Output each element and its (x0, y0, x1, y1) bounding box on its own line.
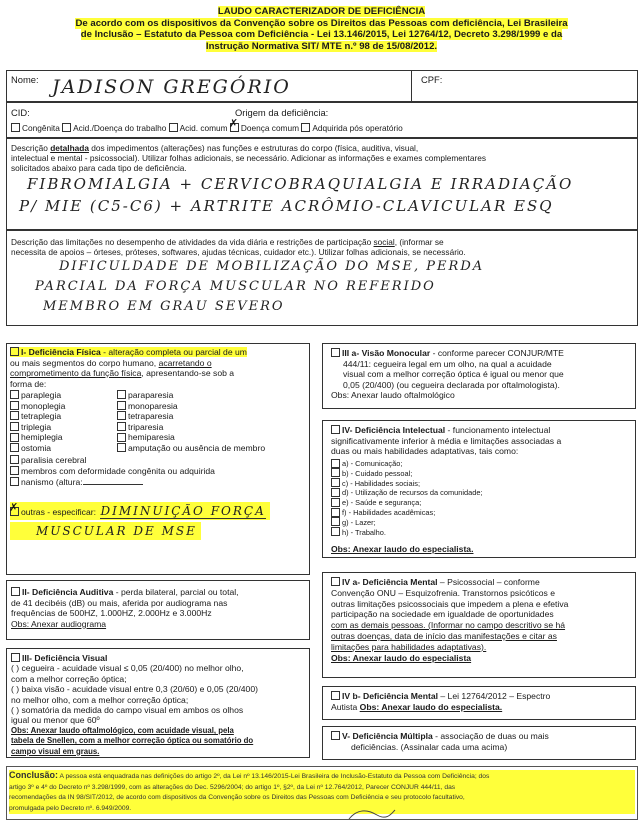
impairments-handwriting-1[interactable]: FIBROMIALGIA + CERVICOBRAQUIALGIA E IRRADIAÇÃO (27, 175, 574, 193)
checkbox-icon[interactable] (331, 425, 340, 434)
outras-handwriting-2[interactable]: MUSCULAR DE MSE (36, 524, 197, 538)
header-line-3: Instrução Normativa SIT/ MTE n.º 98 de 15/08/2012. (205, 40, 438, 52)
intelectual-item[interactable]: e) - Saúde e segurança; (331, 498, 483, 508)
limitations-handwriting-2[interactable]: PARCIAL DA FORÇA MUSCULAR NO REFERIDO (35, 279, 436, 294)
origin-option-doenca-comum[interactable]: ✗ Doença comum (230, 123, 299, 133)
header-line-2: de Inclusão – Estatuto da Pessoa com Deficiência - Lei 13.146/2015, Lei 12764/12, Decreto 3.298/1999 e da (80, 29, 563, 40)
fisica-options-right (117, 390, 265, 454)
impairments-instructions: Descrição detalhada dos impedimentos (alterações) nas funções e estruturas do corpo (física, auditiva, visual, intelectual e mental - psicossocial). Utilizar folhas adicionais, se necessário. Adicionar as informações e exames complementares solicitados abaixo para cada tipo de deficiência. (11, 143, 486, 173)
auditiva-obs: Obs: Anexar audiograma (11, 618, 107, 629)
option-triplegia[interactable]: triplegia (10, 422, 65, 433)
visual-section: III- Deficiência Visual ( ) cegueira - acuidade visual ≤ 0,05 (20/400) no melhor olho, com a melhor correção óptica; ( ) baixa visão - acuidade visual entre 0,3 (20/60) e 0,05 (20/400) no melhor olho, com a melhor correção óptica; ( ) somatória da medida do campo visual em ambos os olhos igual ou menor que 60º Obs: Anexar laudo oftalmológico, com acuidade visual, pela tabela de Snellen, com a melhor correção óptica ou somatório do campo visual em graus. (6, 648, 310, 758)
fisica-options-bottom (10, 455, 215, 488)
checkbox-icon[interactable] (11, 587, 20, 596)
checkbox-icon[interactable] (10, 347, 19, 356)
checkbox-icon (331, 498, 340, 507)
checkbox-icon[interactable] (301, 123, 310, 132)
checkbox-icon[interactable] (169, 123, 178, 132)
origin-option-pos-operatorio[interactable]: Adquirida pós operatório (301, 123, 402, 133)
checkbox-icon (10, 433, 19, 442)
intelectual-title: IV- Deficiência Intelectual (342, 425, 446, 435)
option-membros-deformidade[interactable]: membros com deformidade congênita ou adquirida (10, 466, 215, 477)
intelectual-item[interactable]: g) - Lazer; (331, 518, 483, 528)
option-paraparesia[interactable]: paraparesia (117, 390, 265, 401)
checkbox-icon (10, 477, 19, 486)
name-value[interactable]: JADISON GREGÓRIO (52, 76, 291, 98)
option-paralisia-cerebral[interactable]: paralisia cerebral (10, 455, 215, 466)
origin-options (11, 123, 403, 133)
intelectual-item[interactable]: a) - Comunicação; (331, 459, 483, 469)
header-line-1: De acordo com os dispositivos da Convenção sobre os Direitos das Pessoas com deficiência, Lei Brasileira (75, 17, 568, 29)
autista-section: IV b- Deficiência Mental – Lei 12764/2012 – Espectro Autista Obs: Anexar laudo do especialista. (322, 686, 636, 720)
conclusao-section: Conclusão: A pessoa está enquadrada nas definições do artigo 2º, da Lei nº 13.146/2015-Lei Brasileira de Inclusão-Estatuto da Pessoa com Deficiência; dos artigo 3º e 4º do Decreto nº 3.298/1999, com as alterações do Dec. 5296/2004; do artigo 1º, §2º, da Lei nº 12.764/2012, Parecer CONJUR 444/11, das recomendações da IN 98/SIT/2012, de acordo com dispositivos da Convenção sobre os Direitos das Pessoas com Deficiência e seu protocolo facultativo, promulgada pelo Decreto nº. 6.949/2009. (6, 766, 638, 820)
multipla-title: V- Deficiência Múltipla (342, 731, 433, 741)
conclusao-label: Conclusão: (9, 770, 59, 780)
origin-option-congenita[interactable]: Congênita (11, 123, 60, 133)
mental-title: IV a- Deficiência Mental (342, 577, 438, 587)
monocular-title: III a- Visão Monocular (342, 348, 431, 358)
cid-label: CID: (11, 107, 30, 118)
option-monoparesia[interactable]: monoparesia (117, 401, 265, 412)
checkbox-icon (117, 411, 126, 420)
autista-obs: Obs: Anexar laudo do especialista. (359, 702, 503, 712)
option-monoplegia[interactable]: monoplegia (10, 401, 65, 412)
option-hemiparesia[interactable]: hemiparesia (117, 432, 265, 443)
intelectual-item[interactable]: c) - Habilidades sociais; (331, 479, 483, 489)
checkbox-icon[interactable] (331, 731, 340, 740)
checkbox-icon[interactable] (331, 348, 340, 357)
checkbox-icon[interactable] (331, 577, 340, 586)
intelectual-item[interactable]: f) - Habilidades acadêmicas; (331, 508, 483, 518)
fisica-section: I- Deficiência Física - alteração completa ou parcial de um ou mais segmentos do corpo humano, acarretando o comprometimento da função física, apresentando-se sob a forma de: paraplegia monoplegia tetraplegia triplegia hemiplegia ostomia paraparesia monoparesia tetraparesia triparesia hemiparesia amputação ou ausência de membro paralisia cerebral membros com deformidade congênita ou adquirida nanismo (altura: ✗outras - especificar: DIMINUIÇÃO FORÇA MUSCULAR DE MSE (6, 343, 310, 575)
checkbox-icon (10, 411, 19, 420)
document-header (0, 6, 643, 52)
cid-row (6, 102, 638, 138)
checkbox-icon[interactable] (11, 123, 20, 132)
checkbox-icon (117, 390, 126, 399)
checkbox-icon (117, 401, 126, 410)
checkbox-icon (331, 527, 340, 536)
origin-option-trabalho[interactable]: Acid./Doença do trabalho (62, 123, 166, 133)
intelectual-items (331, 459, 483, 537)
impairments-handwriting-2[interactable]: P/ MIE (C5-C6) + ARTRITE ACRÔMIO-CLAVICULAR ESQ (19, 197, 554, 215)
fisica-title: I- Deficiência Física (21, 347, 101, 357)
mental-section: IV a- Deficiência Mental – Psicossocial – conforme Convenção ONU – Esquizofrenia. Transtornos psicóticos e outras limitações psicossociais que impedem a plena e efetiva participação na sociedade em igualdade de oportunidades com as demais pessoas. (Informar no campo descritivo se há outras doenças, data de início das manifestações e citar as limitações para habilidades adaptativas). Obs: Anexar laudo do especialista (322, 572, 636, 678)
checkbox-icon (10, 443, 19, 452)
option-amputacao[interactable]: amputação ou ausência de membro (117, 443, 265, 454)
visual-title: III- Deficiência Visual (22, 653, 108, 663)
option-triparesia[interactable]: triparesia (117, 422, 265, 433)
cpf-label: CPF: (421, 74, 443, 85)
checkbox-icon[interactable] (62, 123, 71, 132)
checkbox-icon[interactable] (331, 691, 340, 700)
option-nanismo[interactable]: nanismo (altura: (10, 477, 215, 488)
checkbox-icon (10, 422, 19, 431)
checkbox-icon[interactable] (11, 653, 20, 662)
intelectual-item[interactable]: b) - Cuidado pessoal; (331, 469, 483, 479)
checkbox-icon (117, 443, 126, 452)
checkbox-icon (331, 468, 340, 477)
auditiva-section: II- Deficiência Auditiva - perda bilateral, parcial ou total, de 41 decibéis (dB) ou mais, aferida por audiograma nas frequências de 500HZ, 1.000HZ, 2.000Hz e 3.000Hz Obs: Anexar audiograma (6, 580, 310, 640)
fisica-options-left (10, 390, 65, 454)
option-tetraparesia[interactable]: tetraparesia (117, 411, 265, 422)
option-paraplegia[interactable]: paraplegia (10, 390, 65, 401)
option-hemiplegia[interactable]: hemiplegia (10, 432, 65, 443)
visual-obs: Obs: Anexar laudo oftalmológico, com acuidade visual, pela (11, 725, 234, 735)
checkbox-icon (117, 422, 126, 431)
mental-obs: Obs: Anexar laudo do especialista (331, 652, 472, 663)
checkbox-icon (331, 478, 340, 487)
intelectual-item[interactable]: h) - Trabalho. (331, 528, 483, 538)
limitations-instructions: Descrição das limitações no desempenho de atividades da vida diária e restrições de participação social, (informar se necessita de apoios – órteses, próteses, softwares, ajudas técnicas, cuidador etc.). Utilizar folhas adicionais, se necessário. (11, 237, 466, 257)
option-ostomia[interactable]: ostomia (10, 443, 65, 454)
intelectual-obs: Obs: Anexar laudo do especialista. (331, 544, 474, 554)
auditiva-title: II- Deficiência Auditiva (22, 587, 114, 597)
checkbox-icon (331, 488, 340, 497)
impairments-section (6, 138, 638, 230)
checkbox-icon (117, 433, 126, 442)
checkbox-icon (10, 401, 19, 410)
name-label: Nome: (11, 74, 39, 85)
limitations-handwriting-3[interactable]: MEMBRO EM GRAU SEVERO (43, 299, 285, 314)
monocular-section: III a- Visão Monocular - conforme parecer CONJUR/MTE 444/11: cegueira legal em um olho, na qual a acuidade visual com a melhor correção óptica é igual ou menor que 0,05 (20/400) (ou cegueira declarada por oftalmologista). Obs: Anexar laudo oftalmológico (322, 343, 636, 409)
checkbox-icon (10, 455, 19, 464)
checkbox-icon (331, 517, 340, 526)
checkbox-icon (331, 508, 340, 517)
intelectual-item[interactable]: d) - Utilização de recursos da comunidade; (331, 488, 483, 498)
monocular-obs: Obs: Anexar laudo oftalmológico (331, 390, 455, 401)
checked-checkbox-icon[interactable] (230, 123, 239, 132)
limitations-section (6, 230, 638, 326)
checked-checkbox-icon[interactable] (10, 507, 19, 516)
origin-option-acid-comum[interactable]: Acid. comum (169, 123, 228, 133)
intelectual-section: IV- Deficiência Intelectual - funcionamento intelectual significativamente inferior à média e limitações associadas a duas ou mais habilidades adaptativas, tais como: a) - Comunicação; b) - Cuidado pessoal; c) - Habilidades sociais; d) - Utilização de recursos da comunidade; e) - Saúde e segurança; f) - Habilidades acadêmicas; g) - Lazer; h) - Trabalho. Obs: Anexar laudo do especialista. (322, 420, 636, 558)
checkbox-icon (331, 459, 340, 468)
checkbox-icon (10, 390, 19, 399)
checkbox-icon (10, 466, 19, 475)
fisica-outras[interactable]: ✗outras - especificar: DIMINUIÇÃO FORÇA MUSCULAR DE MSE (10, 502, 308, 540)
origin-label: Origem da deficiência: (235, 107, 329, 118)
name-cpf-divider (411, 71, 412, 101)
option-tetraplegia[interactable]: tetraplegia (10, 411, 65, 422)
signature-mark (347, 807, 397, 821)
multipla-section: V- Deficiência Múltipla - associação de duas ou mais deficiências. (Assinalar cada uma acima) (322, 726, 636, 760)
limitations-handwriting-1[interactable]: DIFICULDADE DE MOBILIZAÇÃO DO MSE, PERDA (59, 259, 485, 274)
outras-handwriting-1[interactable]: DIMINUIÇÃO FORÇA (100, 504, 266, 518)
autista-title: IV b- Deficiência Mental (342, 691, 438, 701)
name-row (6, 70, 638, 102)
document-title: LAUDO CARACTERIZADOR DE DEFICIÊNCIA (217, 6, 426, 17)
